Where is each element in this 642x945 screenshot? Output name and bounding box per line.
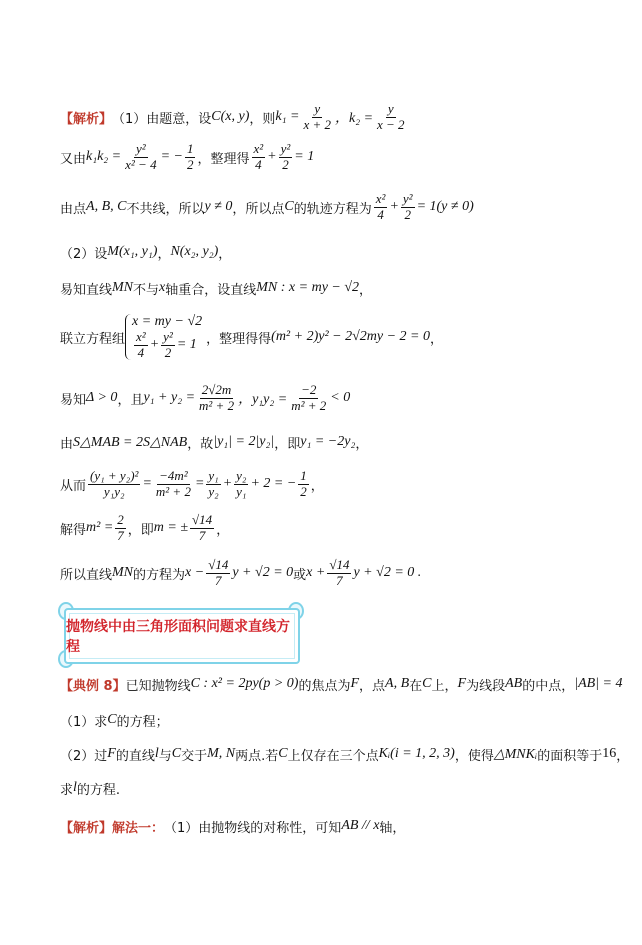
math: = 1(y ≠ 0) [416,199,474,214]
math: N(x₂, y₂) [170,244,219,259]
text: 轴， [379,820,406,836]
denominator: 2 [164,344,172,360]
text: 易知直线 [60,282,113,298]
math: M, N [207,746,236,761]
math: ，k₂ = [334,111,374,126]
example-tag: 【典例 8】 [60,678,126,694]
numerator: y² [136,140,146,156]
example-question-2 [60,742,629,766]
fraction [289,383,328,414]
numerator: 1 [186,140,194,156]
numerator: √14 [329,556,350,572]
analysis-line-2 [60,140,314,174]
math: m² = [86,520,114,535]
text: 求 [60,782,74,798]
math: Kᵢ(i = 1, 2, 3) [378,746,455,761]
example-line-1 [60,672,622,696]
text: 所以直线 [60,567,113,583]
fraction [375,102,407,133]
math: (m² + 2)y² − 2√2my − 2 = 0 [271,329,430,344]
math: S△MAB = 2S△NAB [73,434,188,450]
numerator: 2 [117,511,124,527]
math: A, B [385,676,410,691]
numerator: y₂ [236,467,247,483]
denominator: 2 [300,483,307,499]
math: F [350,676,360,691]
text: 已知抛物线 [125,678,191,694]
text: ，即 [127,522,154,538]
text: （2）过 [60,748,108,764]
text: ，且 [117,392,144,408]
analysis-tag: 【解析】 [60,111,113,127]
text: 联立方程组 [60,331,126,347]
text: 上仅存在三个点 [287,748,379,764]
math: F [107,746,116,761]
fraction [206,558,230,589]
banner-box [64,608,300,664]
numerator: y² [280,140,291,156]
text: ，整理得 [197,151,250,167]
text: （1）由抛物线的对称性，可知 [164,820,342,836]
numerator: −2 [301,381,317,397]
text: 由 [60,436,74,452]
analysis-line-8 [60,430,368,454]
math: C [278,746,288,761]
text: ，使得 [454,748,494,764]
text: 在 [409,678,423,694]
analysis-line-7 [60,380,350,416]
text: ，故 [187,436,214,452]
text: 不与 [133,282,160,298]
text: ， [359,282,373,298]
numerator: x² [253,140,264,156]
text: 由点 [60,201,87,217]
fraction [327,558,351,589]
fraction [154,469,193,500]
text: 上， [431,678,458,694]
analysis-line-11 [60,554,421,592]
math: + [222,476,233,491]
text: ， [157,246,171,262]
numerator: 2√2m [201,381,232,397]
fraction [115,513,126,544]
math: + [267,149,277,164]
math: |AB| = 4 [574,676,623,691]
math: k₁ = [275,109,300,124]
text: （1）由题意，设 [112,111,212,127]
math: x = my − √2 [132,313,203,329]
system-row-2 [132,330,202,361]
analysis-line-9 [60,464,324,504]
text: 的焦点为 [298,678,351,694]
math: y₁ + y₂ = [143,390,196,405]
text: ， [430,331,444,347]
denominator: x² − 4 [125,156,157,172]
fraction [206,469,220,500]
math: = − [160,149,183,164]
math: C [284,199,294,214]
math: M(x₁, y₁) [107,244,158,259]
analysis-line-4 [60,240,231,264]
analysis-line-6 [60,308,443,366]
denominator: 7 [117,527,124,543]
text: 的面积等于 [537,748,603,764]
text: ，则 [249,111,276,127]
fraction [298,469,309,500]
math: 16 [602,746,617,761]
math: A, B, C [86,199,127,214]
denominator: 2 [404,206,411,222]
denominator: 4 [377,206,384,222]
text: ，点 [359,678,386,694]
fraction [252,142,266,173]
math: = [142,476,152,491]
math: y + √2 = 0 . [353,565,422,580]
denominator: y₁y₂ [103,483,125,499]
fraction [161,330,175,361]
text: 易知 [60,392,87,408]
math: ，y₁y₂ = [238,392,288,407]
denominator: m² + 2 [155,483,191,499]
denominator: y₂ [208,483,219,499]
math: Δ > 0 [86,390,118,405]
text: 不共线，所以 [126,201,205,217]
numerator: y² [402,190,413,206]
text: ，所以点 [232,201,285,217]
denominator: y₁ [236,483,247,499]
math: y + √2 = 0 [232,565,294,580]
math: y ≠ 0 [204,199,233,214]
fraction [374,192,388,223]
text: 交于 [181,748,208,764]
math: C [171,746,182,761]
fraction [279,142,293,173]
math: + [149,337,160,352]
fraction [197,383,236,414]
text: ， [355,436,369,452]
text: 解得 [60,522,87,538]
denominator: 7 [215,572,222,588]
math: |y₁| = 2|y₂| [213,434,275,449]
text: ， [616,748,630,764]
fraction [88,469,140,500]
fraction [301,102,333,133]
numerator: y² [163,328,173,344]
math: l [73,780,77,795]
denominator: 7 [336,572,343,588]
math: C : x² = 2py(p > 0) [190,676,299,691]
math: + [389,199,399,214]
text: 或 [293,567,307,583]
text: 两点.若 [235,748,279,764]
math: C [107,712,117,727]
math: m = ± [153,520,189,535]
fraction [401,192,415,223]
denominator: 7 [198,527,206,543]
example-question-2-cont [60,776,120,800]
math: = [194,476,205,491]
text: 的轨迹方程为 [293,201,372,217]
text: 为线段 [466,678,506,694]
analysis-line-1 [60,102,409,132]
text: 又由 [60,151,87,167]
text: 的中点， [522,678,575,694]
denominator: x + 2 [303,116,331,132]
math: x − [185,565,205,580]
text: 的直线 [115,748,155,764]
numerator: (y₁ + y₂)² [90,467,139,483]
math: x + [306,565,326,580]
math: + 2 = − [250,476,297,491]
text: ，即 [274,436,301,452]
analysis-line-5 [60,276,372,300]
analysis-tag: 【解析】 [60,820,113,836]
fraction [134,330,148,361]
text: 轴重合，设直线 [165,282,257,298]
math: AB // x [341,818,380,833]
math: k₁k₂ = [86,149,122,164]
math: l [154,746,159,761]
analysis-line-10 [60,510,229,546]
numerator: y₁ [208,467,219,483]
math: △MNKᵢ [493,746,538,762]
math: < 0 [330,390,351,405]
math: MN [112,280,134,295]
example-question-1 [60,708,169,732]
denominator: 2 [282,156,289,172]
section-banner [58,602,304,668]
denominator: x − 2 [377,116,405,132]
math: C [422,676,432,691]
text: ， [310,478,324,494]
numerator: √14 [192,511,213,527]
numerator: −4m² [159,467,188,483]
numerator: y [314,100,321,116]
numerator: 1 [300,467,307,483]
fraction [190,513,214,544]
text: ， [218,246,232,262]
text: 从而 [60,478,87,494]
text: 的方程为 [133,567,186,583]
denominator: m² + 2 [291,397,327,413]
denominator: m² + 2 [199,397,235,413]
numerator: y [387,100,394,116]
method-tag: 解法一： [112,820,165,836]
text: （2）设 [60,246,108,262]
math: = 1 [176,337,197,352]
analysis-line-3 [60,190,474,224]
numerator: x² [375,190,386,206]
answer-line-1 [60,814,405,838]
math: MN [112,565,134,580]
math: F [457,676,467,691]
math: = 1 [294,149,315,164]
math: AB [505,676,523,691]
math: y₁ = −2y₂ [300,434,356,449]
text: ，整理得得 [206,331,272,347]
text: ， [216,522,230,538]
denominator: 4 [137,344,145,360]
fraction [123,142,158,173]
fraction [185,142,196,173]
math: MN : x = my − √2 [256,280,360,295]
banner-title: 抛物线中由三角形面积问题求直线方程 [66,619,290,655]
text: （1）求 [60,714,108,730]
fraction [234,469,248,500]
math: C(x, y) [211,109,250,124]
denominator: 2 [186,156,194,172]
numerator: √14 [208,556,229,572]
math: x [159,280,166,295]
denominator: 4 [255,156,262,172]
text: 的方程. [76,782,121,798]
numerator: x² [136,328,146,344]
text: 与 [158,748,172,764]
equation-system [125,314,202,361]
text: 的方程； [116,714,169,730]
